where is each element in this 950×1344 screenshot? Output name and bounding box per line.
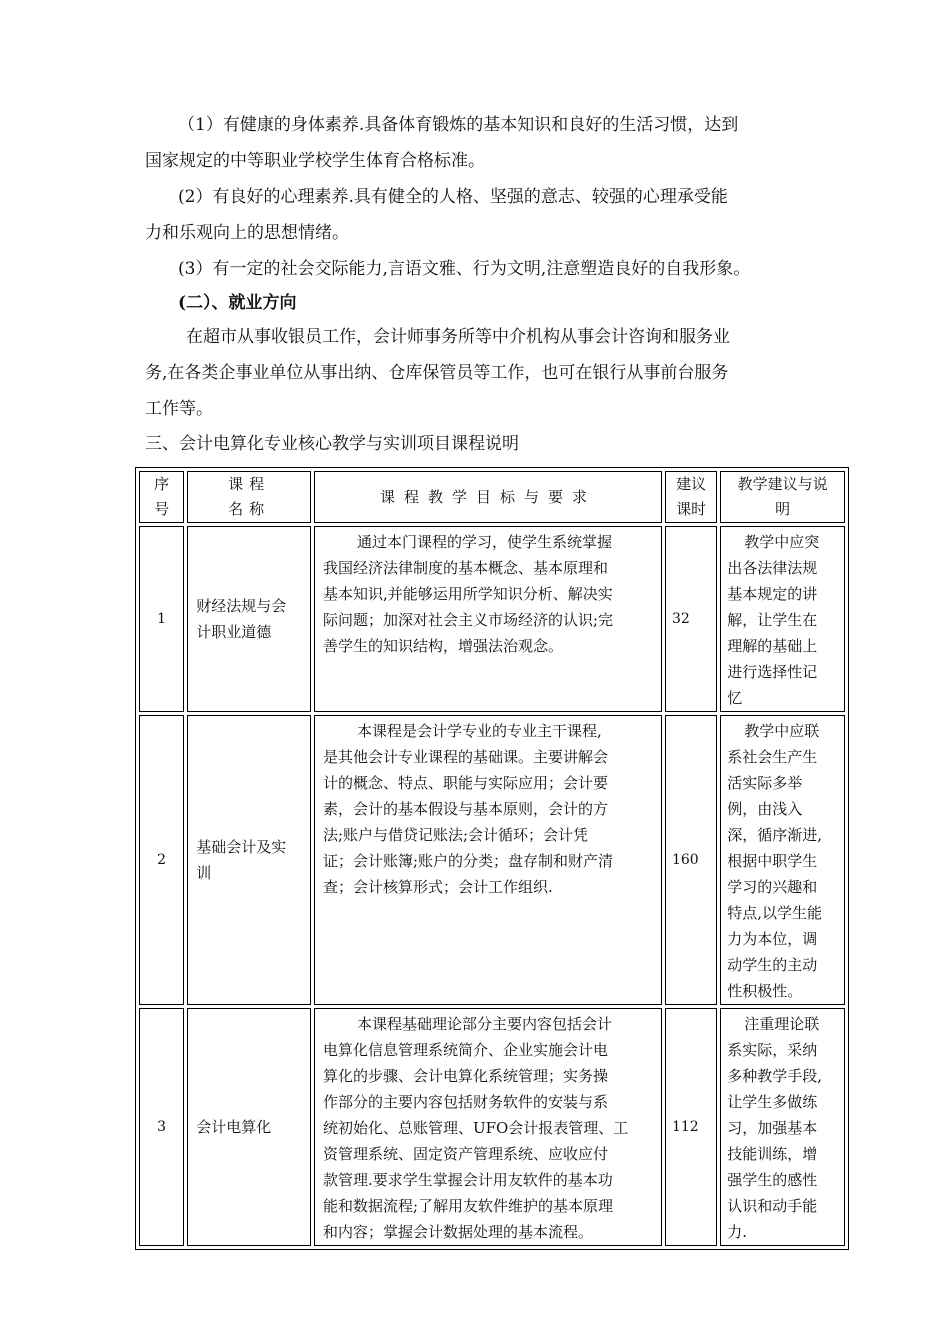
row-notes: 教学中应联 系社会生产生 活实际多举 例，由浅入 深，循序渐进, 根据中职学生 学习的兴趣和 特点,以学生能 力为本位，调 动学生的主动 性积极性。 [720,715,845,1005]
row-course-name: 财经法规与会 计职业道德 [187,526,311,712]
header-seq: 序 号 [139,471,184,523]
paragraph-health-line1: （1）有健康的身体素养.具备体育锻炼的基本知识和良好的生活习惯，达到 [178,115,739,135]
row-objectives: 通过本门课程的学习，使学生系统掌握 我国经济法律制度的基本概念、基本原理和 基本知识,并能够运用所学知识分析、解决实 际问题；加深对社会主义市场经济的认识;完 善学生的知识结构，增强法治观念。 [314,526,662,712]
header-notes: 教学建议与说 明 [720,471,845,523]
table-header-row [139,471,845,523]
table-row [139,715,845,1005]
row-course-name: 会计电算化 [187,1008,311,1246]
row-hours: 160 [665,715,717,1005]
table-row [139,1008,845,1246]
header-course-name: 课程 名称 [187,471,311,523]
paragraph-psychology-line2: 力和乐观向上的思想情绪。 [145,223,349,243]
row-seq: 1 [139,526,184,712]
row-seq: 3 [139,1008,184,1246]
row-notes: 注重理论联 系实际，采纳 多种教学手段, 让学生多做练 习，加强基本 技能训练，增 强学生的感性 认识和动手能 力. [720,1008,845,1246]
row-objectives: 本课程是会计学专业的专业主干课程, 是其他会计专业课程的基础课。主要讲解会 计的概念、特点、职能与实际应用；会计要 素，会计的基本假设与基本原则，会计的方 法;账户与借贷记账法;会计循环；会计凭 证；会计账簿;账户的分类；盘存制和财产清 查；会计核算形式；会计工作组织. [314,715,662,1005]
table-row [139,526,845,712]
row-hours: 112 [665,1008,717,1246]
paragraph-employment-line1: 在超市从事收银员工作，会计师事务所等中介机构从事会计咨询和服务业 [186,327,730,347]
section-title-core-courses: 三、会计电算化专业核心教学与实训项目课程说明 [145,434,519,454]
paragraph-health-line2: 国家规定的中等职业学校学生体育合格标准。 [145,151,485,171]
row-notes: 教学中应突 出各法律法规 基本规定的讲 解，让学生在 理解的基础上 进行选择性记 忆 [720,526,845,712]
header-objectives: 课程教学目标与要求 [314,471,662,523]
header-hours: 建议 课时 [665,471,717,523]
row-course-name: 基础会计及实 训 [187,715,311,1005]
course-table [135,467,849,1250]
paragraph-social: (3）有一定的社会交际能力,言语文雅、行为文明,注意塑造良好的自我形象。 [178,259,751,279]
paragraph-psychology-line1: (2）有良好的心理素养.具有健全的人格、坚强的意志、较强的心理承受能 [178,187,728,207]
row-seq: 2 [139,715,184,1005]
paragraph-employment-line2: 务,在各类企事业单位从事出纳、仓库保管员等工作，也可在银行从事前台服务 [145,363,729,383]
row-hours: 32 [665,526,717,712]
heading-employment-direction: (二）、就业方向 [178,293,297,313]
paragraph-employment-line3: 工作等。 [145,399,213,419]
row-objectives: 本课程基础理论部分主要内容包括会计 电算化信息管理系统简介、企业实施会计电 算化的步骤、会计电算化系统管理；实务操 作部分的主要内容包括财务软件的安装与系 统初始化、总账管理、UFO会计报表管理、工 资管理系统、固定资产管理系统、应收应付 款管理.要求学生掌握会计用友软件的基本功 能和数据流程;了解用友软件维护的基本原理 和内容；掌握会计数据处理的基本流程。 [314,1008,662,1246]
